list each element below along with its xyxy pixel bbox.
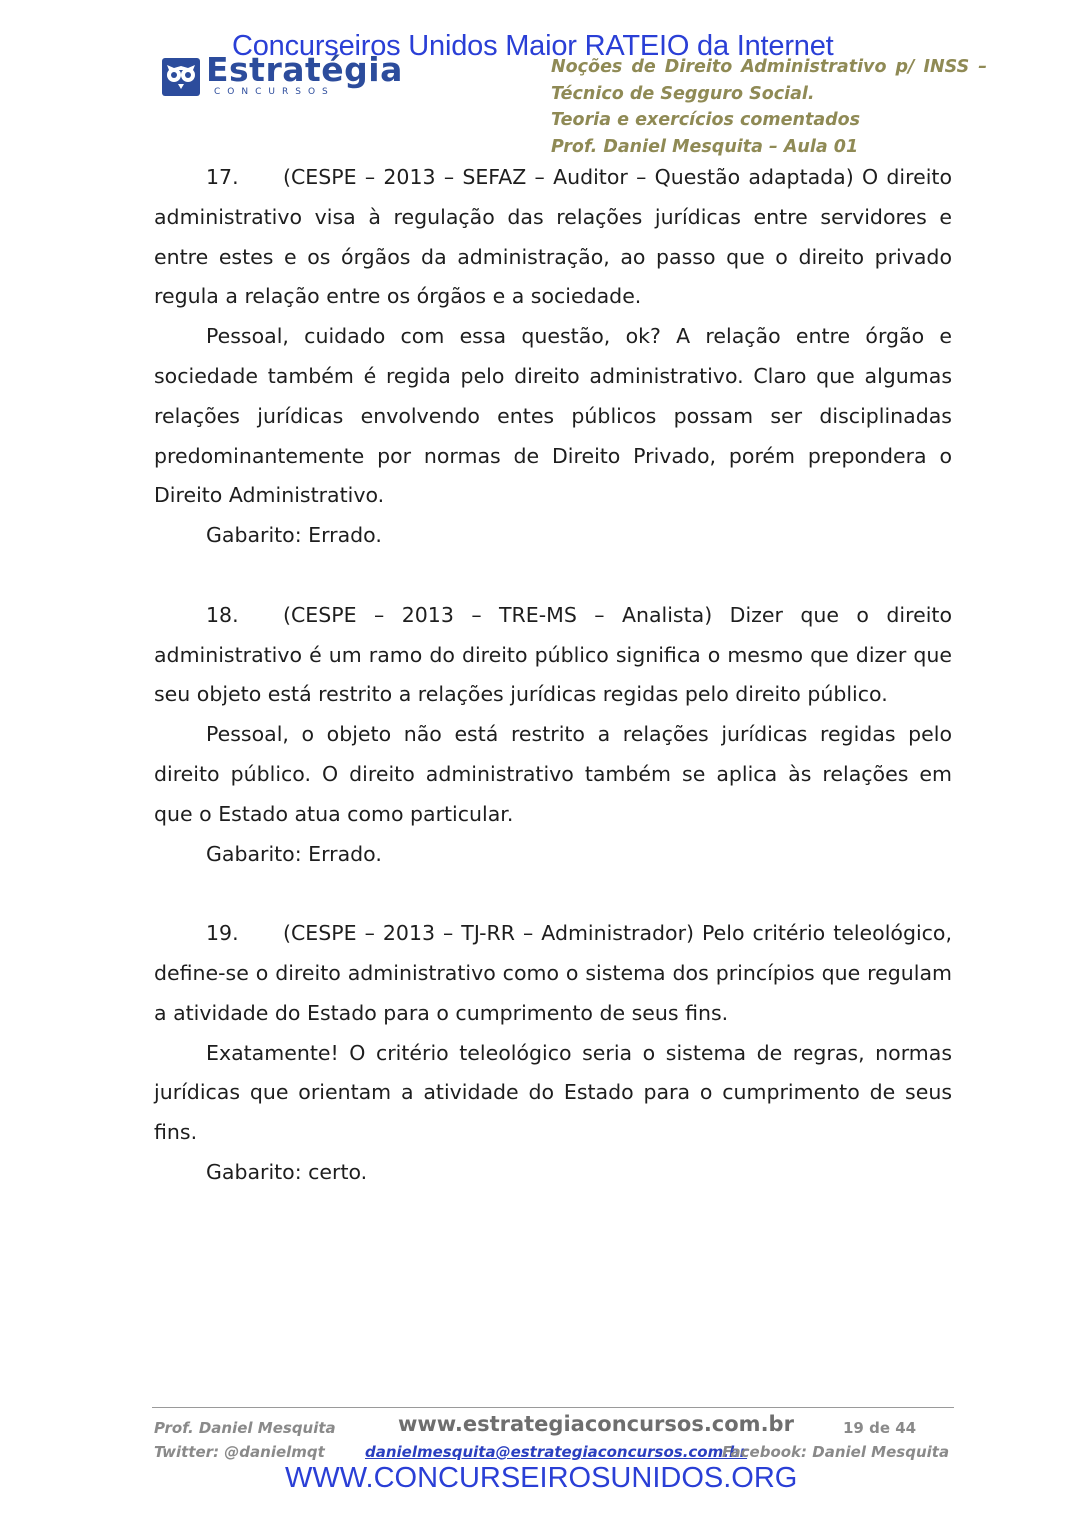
course-type: Teoria e exercícios comentados xyxy=(551,110,861,130)
question-comment: Exatamente! O critério teleológico seria o sistema de regras, normas jurídicas que orientam a atividade do Estado para o cumprimento de seus fins. xyxy=(154,1040,952,1145)
logo-name: Estratégia xyxy=(206,50,403,89)
question-comment: Pessoal, cuidado com essa questão, ok? A relação entre órgão e sociedade também é regida pelo direito administrativo. Claro que algumas relações jurídicas envolvendo entes públicos possam ser disciplinadas predominantemente por normas de Direito Privado, porém prepondera o Direito Administrativo. xyxy=(154,324,952,508)
question-statement xyxy=(154,914,952,1033)
page-content xyxy=(154,158,952,1193)
question-text: (CESPE – 2013 – TJ-RR – Administrador) Pelo critério teleológico, define-se o direito administrativo como o sistema dos princípios que regulam a atividade do Estado para o cumprimento de seus fins. xyxy=(154,921,952,1025)
footer-facebook: Facebook: Daniel Mesquita xyxy=(722,1443,950,1461)
question-number: 19. xyxy=(206,921,239,946)
owl-icon xyxy=(162,58,200,96)
estrategia-logo xyxy=(162,50,403,102)
question-comment: Pessoal, o objeto não está restrito a relações jurídicas regidas pelo direito público. O direito administrativo também se aplica às relações em que o Estado atua como particular. xyxy=(154,722,952,826)
question-text: (CESPE – 2013 – SEFAZ – Auditor – Questão adaptada) O direito administrativo visa à regulação das relações jurídicas entre servidores e entre estes e os órgãos da administração, ao passo que o direito privado regula a relação entre os órgãos e a sociedade. xyxy=(154,165,952,309)
footer-twitter: Twitter: @danielmqt xyxy=(154,1443,325,1461)
question-text: (CESPE – 2013 – TRE-MS – Analista) Dizer que o direito administrativo é um ramo do direito público significa o mesmo que dizer que seu objeto está restrito a relações jurídicas regidas pelo direito público. xyxy=(154,602,952,707)
course-title: Noções de Direito Administrativo p/ INSS – xyxy=(551,57,987,77)
footer-author: Prof. Daniel Mesquita xyxy=(154,1419,336,1437)
question-statement xyxy=(154,596,952,715)
watermark-top: Concurseiros Unidos Maior RATEIO da Internet xyxy=(232,30,834,62)
question-number: 18. xyxy=(206,602,239,627)
footer-divider xyxy=(152,1407,954,1408)
question-answer: Gabarito: Errado. xyxy=(206,841,382,866)
question-answer: Gabarito: Errado. xyxy=(206,523,382,548)
page-number: 19 de 44 xyxy=(843,1419,917,1437)
footer-site-link[interactable]: www.estrategiaconcursos.com.br xyxy=(398,1412,794,1436)
question-answer: Gabarito: certo. xyxy=(206,1159,368,1184)
course-header xyxy=(551,54,987,160)
logo-subtitle: CONCURSOS xyxy=(214,87,335,97)
watermark-bottom: WWW.CONCURSEIROSUNIDOS.ORG xyxy=(285,1462,798,1494)
footer-email-link[interactable]: danielmesquita@estrategiaconcursos.com.br xyxy=(365,1443,748,1461)
lesson-info: Prof. Daniel Mesquita – Aula 01 xyxy=(551,136,859,157)
course-audience: Técnico de Segguro Social. xyxy=(551,83,815,104)
question-number: 17. xyxy=(206,165,239,189)
question-statement xyxy=(154,158,952,317)
